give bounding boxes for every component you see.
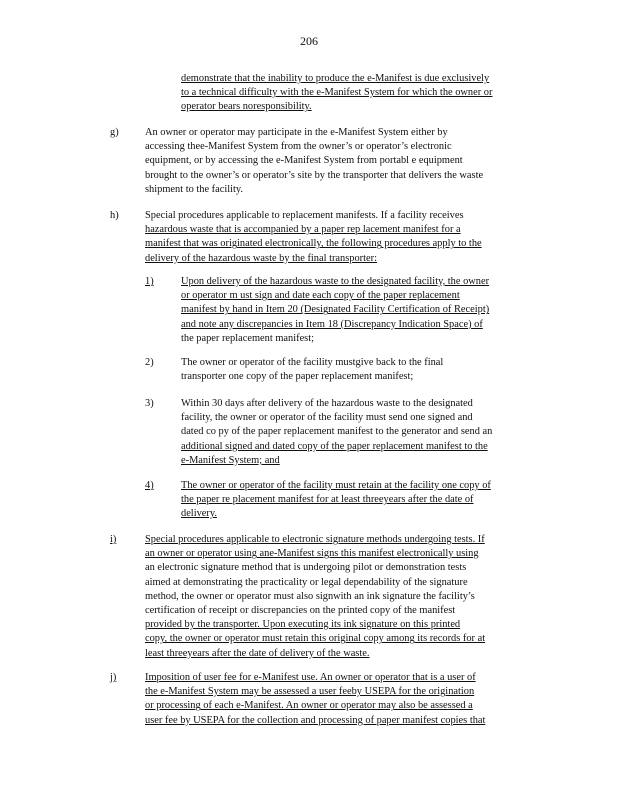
text-line: Imposition of user fee for e-Manifest use. An owner or operator that is a user of <box>145 672 476 683</box>
text-line: delivery of the hazardous waste by the final transporter: <box>145 252 377 264</box>
paragraph-i <box>145 533 543 661</box>
sub-item-label-2: 2) <box>145 357 154 368</box>
item-label-g: g) <box>110 127 119 138</box>
sub-paragraph-3 <box>181 397 543 468</box>
paragraph-j <box>145 671 543 728</box>
text-line: additional signed and dated copy of the paper replacement manifest to the <box>181 440 488 452</box>
text-line: operator bears noresponsibility. <box>181 101 312 113</box>
paragraph-g <box>145 126 543 197</box>
text-line: certification of receipt or discrepancies on the printed copy of the manifest <box>145 605 456 617</box>
text-line: an owner or operator using ane-Manifest signs this manifest electronically using <box>145 548 479 560</box>
text-line: aimed at demonstrating the practicality or legal dependability of the signature <box>145 576 468 588</box>
item-label-h: h) <box>110 210 119 221</box>
text-line: user fee by USEPA for the collection and processing of paper manifest copies that <box>145 714 486 726</box>
text-line: transporter one copy of the paper replacement manifest; <box>181 371 414 383</box>
intro-paragraph <box>181 72 543 115</box>
page-number: 206 <box>300 34 318 48</box>
text-line: manifest by hand in Item 20 (Designated Facility Certification of Receipt) <box>181 304 490 316</box>
text-line: brought to the owner’s or operator’s site by the transporter that delivers the waste <box>145 169 484 181</box>
text-line: an electronic signature method that is undergoing pilot or demonstration tests <box>145 562 467 574</box>
text-line: and note any discrepancies in Item 18 (Discrepancy Indication Space) of <box>181 318 483 330</box>
text-line: An owner or operator may participate in the e-Manifest System either by <box>145 127 448 138</box>
text-line: least threeyears after the date of delivery of the waste. <box>145 647 370 659</box>
text-line: delivery. <box>181 508 217 520</box>
text-line: to a technical difficulty with the e-Manifest System for which the owner or <box>181 87 493 99</box>
text-line: the e-Manifest System may be assessed a user feeby USEPA for the origination <box>145 686 475 698</box>
text-line: demonstrate that the inability to produce the e-Manifest is due exclusively <box>181 73 490 84</box>
sub-item-label-3: 3) <box>145 398 154 409</box>
sub-item-label-4: 4) <box>145 480 154 491</box>
sub-paragraph-4 <box>181 479 543 522</box>
text-line: copy, the owner or operator must retain this original copy among its records for at <box>145 633 486 645</box>
text-line: Special procedures applicable to replacement manifests. If a facility receives <box>145 210 464 221</box>
text-line: equipment, or by accessing the e-Manifest System from portabl e equipment <box>145 155 463 167</box>
text-line: manifest that was originated electronically, the following procedures apply to the <box>145 238 482 250</box>
sub-paragraph-2 <box>181 356 543 384</box>
text-line: Special procedures applicable to electronic signature methods undergoing tests. If <box>145 534 485 545</box>
text-line: dated co py of the paper replacement manifest to the generator and send an <box>181 426 493 438</box>
text-line: facility, the owner or operator of the facility must send one signed and <box>181 412 473 424</box>
sub-paragraph-1 <box>181 275 543 346</box>
text-line: accessing thee-Manifest System from the owner’s or operator’s electronic <box>145 141 452 153</box>
text-line: or processing of each e-Manifest. An owner or operator may also be assessed a <box>145 700 473 712</box>
text-line: The owner or operator of the facility mustgive back to the final <box>181 357 444 368</box>
sub-item-label-1: 1) <box>145 276 154 287</box>
item-label-j: j) <box>110 672 117 683</box>
text-line: Upon delivery of the hazardous waste to the designated facility, the owner <box>181 276 490 287</box>
item-label-i: i) <box>110 534 117 545</box>
text-line: shipment to the facility. <box>145 183 244 195</box>
text-line: or operator m ust sign and date each copy of the paper replacement <box>181 290 460 302</box>
text-line: e-Manifest System; and <box>181 454 280 466</box>
text-line: provided by the transporter. Upon executing its ink signature on this printed <box>145 619 461 631</box>
text-line: method, the owner or operator must also signwith an ink signature the facility’s <box>145 590 475 602</box>
text-line: the paper re placement manifest for at least threeyears after the date of <box>181 494 474 506</box>
text-line: hazardous waste that is accompanied by a paper rep lacement manifest for a <box>145 224 461 236</box>
paragraph-h <box>145 209 543 266</box>
text-line: the paper replacement manifest; <box>181 332 314 344</box>
text-line: Within 30 days after delivery of the hazardous waste to the designated <box>181 398 473 409</box>
text-line: The owner or operator of the facility must retain at the facility one copy of <box>181 480 491 491</box>
